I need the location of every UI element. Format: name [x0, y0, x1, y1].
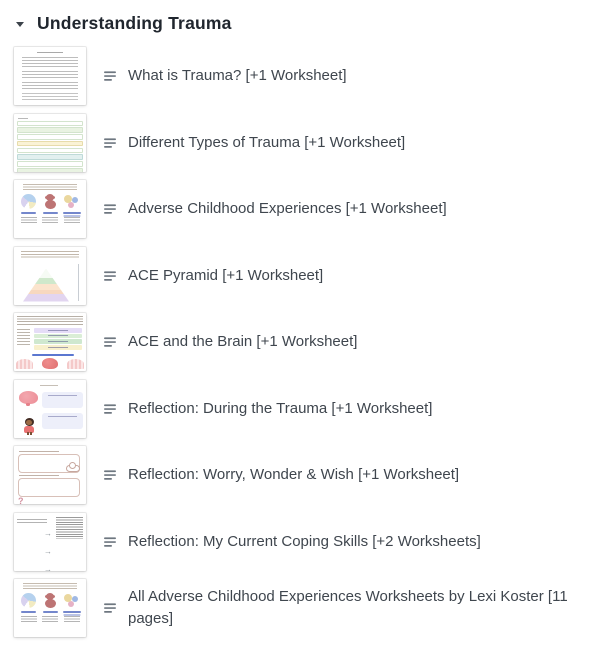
- list-item[interactable]: [14, 180, 600, 238]
- decor: [16, 359, 33, 369]
- decor: [21, 194, 36, 209]
- notes-icon: [102, 600, 118, 616]
- notes-icon: [102, 268, 118, 284]
- notes-icon: [102, 135, 118, 151]
- decor: [26, 420, 32, 426]
- decor: [42, 616, 58, 622]
- decor: [64, 217, 80, 223]
- thumbnail-art: [23, 583, 77, 591]
- decor: [34, 328, 82, 333]
- decor: [34, 345, 82, 350]
- notes-icon: [102, 401, 118, 417]
- decor-row: [17, 127, 83, 133]
- worksheet-thumbnail[interactable]: [14, 114, 86, 172]
- decor: [42, 217, 58, 223]
- decor: [19, 451, 59, 452]
- worksheet-thumbnail[interactable]: [14, 579, 86, 637]
- brain-illustration: [42, 358, 58, 369]
- decor: [27, 432, 32, 435]
- decor: [21, 616, 37, 622]
- stacked-bars-illustration: [34, 328, 82, 351]
- decor: [21, 217, 37, 223]
- worksheet-title[interactable]: Reflection: My Current Coping Skills [+2 Worksheets]: [128, 532, 481, 550]
- question-mark-illustration: [18, 491, 26, 500]
- thumbnail-art: [40, 385, 58, 387]
- decor-row: [17, 121, 83, 127]
- decor: [63, 611, 81, 613]
- section-header: [0, 0, 600, 34]
- decor: [43, 212, 58, 214]
- thumbnail-art: [17, 316, 83, 326]
- decor: [43, 593, 58, 608]
- list-item[interactable]: [14, 313, 600, 371]
- decor-label: [18, 118, 28, 119]
- list-item[interactable]: [14, 47, 600, 105]
- decor-row: [17, 154, 83, 160]
- decor: [78, 264, 79, 301]
- decor: [34, 334, 82, 339]
- beachball-illustration: [19, 194, 38, 223]
- list-item[interactable]: [14, 380, 600, 438]
- decor-row: [17, 168, 83, 171]
- cloud-illustration: [66, 465, 79, 472]
- decor-row: [17, 134, 83, 140]
- worksheet-thumbnail[interactable]: [14, 380, 86, 438]
- decor: [21, 212, 36, 214]
- worksheet-thumbnail[interactable]: [14, 313, 86, 371]
- decor: [64, 616, 80, 622]
- worksheet-thumbnail[interactable]: [14, 513, 86, 571]
- decor-row: [17, 148, 83, 154]
- pyramid-illustration: [23, 269, 69, 302]
- decor: [21, 611, 36, 613]
- teddy-bear-illustration: [41, 593, 60, 622]
- decor: [43, 194, 58, 209]
- notes-icon: [102, 68, 118, 84]
- brain-illustration: [19, 391, 38, 404]
- decor: [19, 475, 59, 476]
- notes-icon: [102, 534, 118, 550]
- worksheet-title[interactable]: ACE Pyramid [+1 Worksheet]: [128, 266, 324, 284]
- worksheet-thumbnail[interactable]: [14, 247, 86, 305]
- notes-icon: [102, 201, 118, 217]
- thumbnail-art: [21, 251, 79, 259]
- decor-row: [17, 161, 83, 167]
- decor: [42, 413, 83, 429]
- decor: [43, 611, 58, 613]
- decor: [67, 359, 84, 369]
- list-item[interactable]: [14, 446, 600, 504]
- worksheet-thumbnail[interactable]: [14, 446, 86, 504]
- beachball-illustration: [19, 593, 38, 622]
- worksheet-title[interactable]: All Adverse Childhood Experiences Worksheets by Lexi Koster [11 pages]: [128, 588, 568, 627]
- worksheet-title[interactable]: ACE and the Brain [+1 Worksheet]: [128, 333, 358, 350]
- section-title: Understanding Trauma: [37, 13, 232, 33]
- decor: [32, 354, 74, 356]
- thumbnail-art: [17, 118, 83, 169]
- thumbnail-art: [22, 52, 78, 100]
- worksheet-thumbnail[interactable]: [14, 47, 86, 105]
- notes-icon: [102, 334, 118, 350]
- decor: [34, 339, 82, 344]
- decor: [18, 478, 80, 497]
- decor: [63, 194, 80, 209]
- arrow-icon: [44, 559, 52, 567]
- decor: [63, 593, 80, 608]
- arrow-icon: [44, 523, 52, 531]
- decor: [63, 212, 81, 214]
- worksheet-title[interactable]: What is Trauma? [+1 Worksheet]: [128, 67, 347, 84]
- thumbnail-art: [23, 184, 77, 192]
- decor: [56, 517, 83, 539]
- thumbnail-art: [19, 593, 81, 622]
- girl-illustration: [22, 418, 36, 435]
- ball-cluster-illustration: [62, 593, 81, 622]
- caret-down-icon[interactable]: [16, 22, 24, 27]
- list-item[interactable]: [14, 579, 600, 637]
- decor: [17, 519, 47, 523]
- teddy-bear-illustration: [41, 194, 60, 223]
- worksheet-title[interactable]: Reflection: During the Trauma [+1 Worksheet]: [128, 399, 433, 417]
- list-item[interactable]: [14, 513, 600, 571]
- decor-row: [17, 141, 83, 147]
- list-item[interactable]: [14, 114, 600, 172]
- decor: [21, 593, 36, 608]
- worksheet-thumbnail[interactable]: [14, 180, 86, 238]
- worksheet-title[interactable]: Reflection: Worry, Wonder & Wish [+1 Worksheet]: [128, 466, 460, 483]
- thumbnail-art: [19, 194, 81, 223]
- worksheet-title[interactable]: Different Types of Trauma [+1 Worksheet]: [128, 133, 406, 151]
- worksheet-title[interactable]: Adverse Childhood Experiences [+1 Worksheet]: [128, 200, 447, 217]
- notes-icon: [102, 467, 118, 483]
- decor: [42, 392, 83, 408]
- ball-cluster-illustration: [62, 194, 81, 223]
- arrow-icon: [44, 541, 52, 549]
- list-item[interactable]: [14, 247, 600, 305]
- worksheet-list: [0, 47, 600, 637]
- decor: [17, 329, 30, 347]
